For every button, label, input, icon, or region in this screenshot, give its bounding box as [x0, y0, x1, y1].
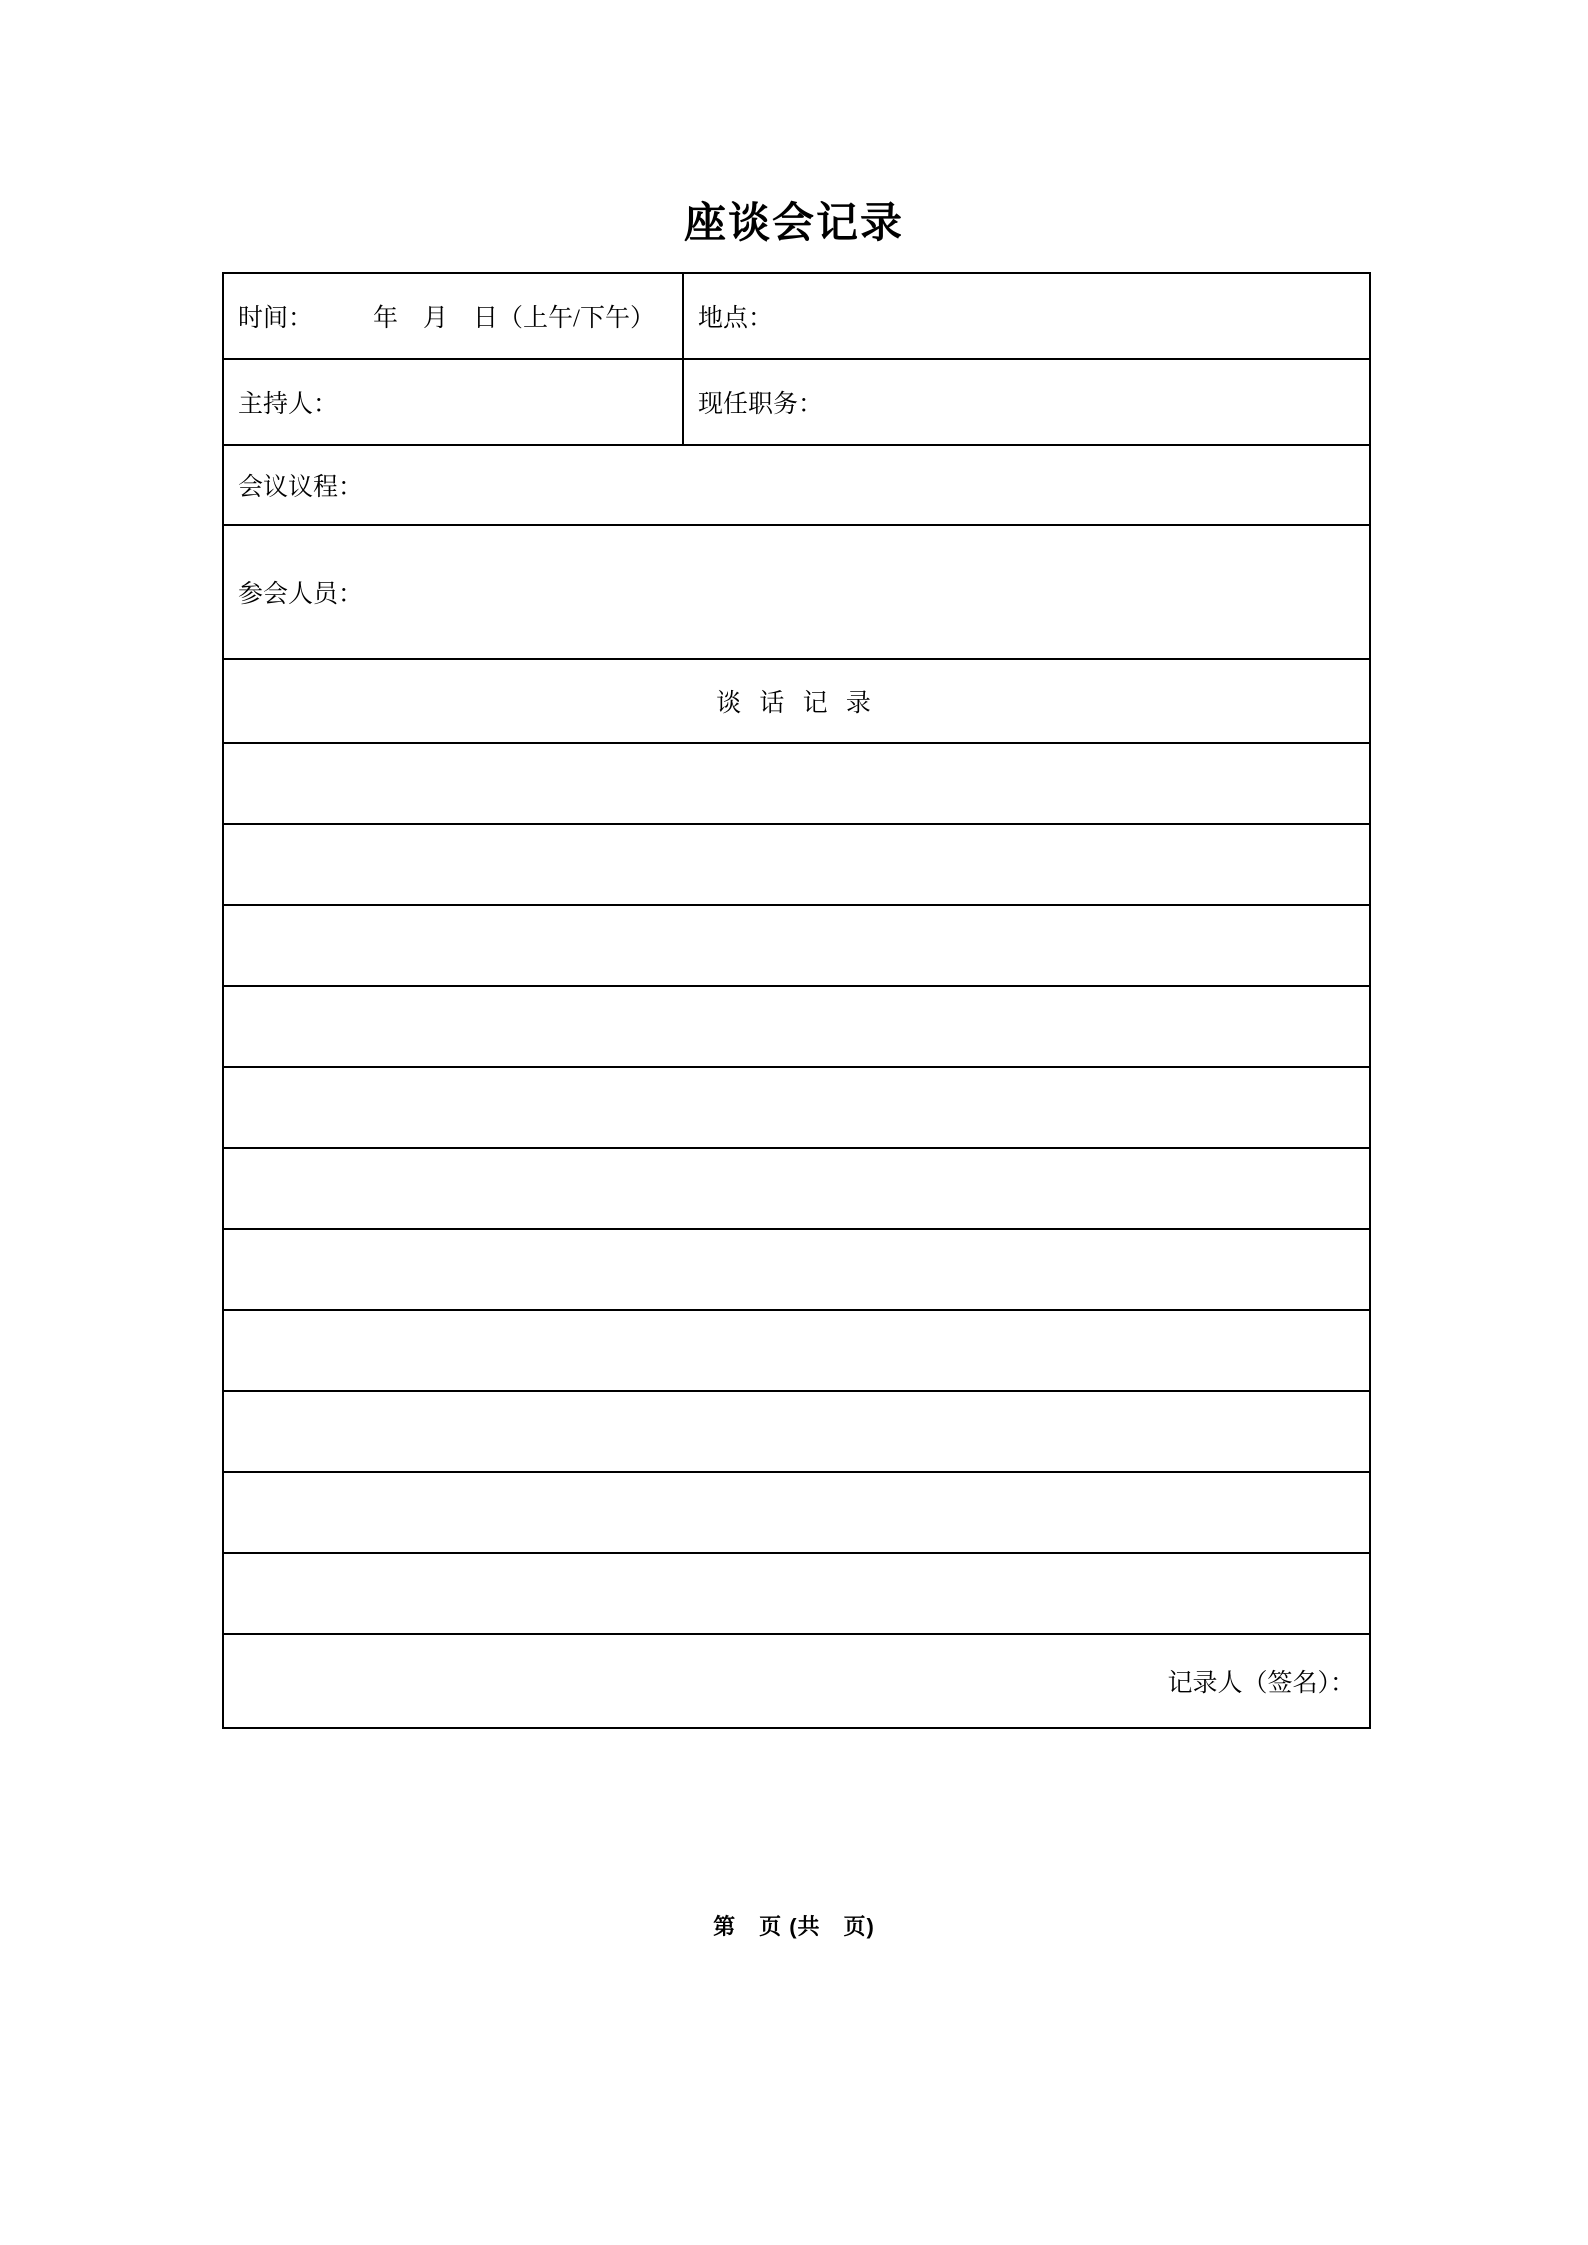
table-row-blank: [223, 1553, 1370, 1634]
table-row-blank: [223, 743, 1370, 824]
table-row-attendees: [223, 525, 1370, 659]
recorder-signature-cell: 记录人（签名）：: [223, 1634, 1370, 1728]
time-label: 时间：: [238, 305, 314, 332]
blank-record-line: [223, 1067, 1370, 1148]
table-row-time: [223, 273, 1370, 359]
table-row-agenda: [223, 445, 1370, 525]
attendees-label: 参会人员：: [238, 581, 364, 608]
blank-record-line: [223, 1472, 1370, 1553]
host-cell: [223, 359, 683, 445]
blank-record-line: [223, 1310, 1370, 1391]
place-label: 地点：: [698, 305, 774, 332]
position-label: 现任职务：: [698, 391, 824, 418]
blank-record-line: [223, 1391, 1370, 1472]
blank-record-line: [223, 905, 1370, 986]
page-title: 座谈会记录: [683, 199, 904, 246]
table-row-blank: [223, 986, 1370, 1067]
meeting-record-form: [222, 272, 1371, 1729]
blank-record-line: [223, 824, 1370, 905]
host-label: 主持人：: [238, 391, 339, 418]
table-row-blank: [223, 1310, 1370, 1391]
blank-record-line: [223, 743, 1370, 824]
blank-record-line: [223, 986, 1370, 1067]
table-row-signature: [223, 1634, 1370, 1728]
table-row-blank: [223, 1148, 1370, 1229]
position-cell: [683, 359, 1370, 445]
agenda-label: 会议议程：: [238, 474, 364, 501]
table-row-blank: [223, 1391, 1370, 1472]
agenda-cell: [223, 445, 1370, 525]
table-row-blank: [223, 1067, 1370, 1148]
place-cell: [683, 273, 1370, 359]
blank-record-line: [223, 1553, 1370, 1634]
table-row-blank: [223, 1472, 1370, 1553]
table-row-section-heading: [223, 659, 1370, 743]
table-row-blank: [223, 905, 1370, 986]
blank-record-line: [223, 1229, 1370, 1310]
page-footer: 第 页 (共 页): [713, 1914, 875, 1939]
table-row-blank: [223, 824, 1370, 905]
attendees-cell: [223, 525, 1370, 659]
table-row-blank: [223, 1229, 1370, 1310]
time-value: 年 月 日（上午/下午）: [373, 305, 655, 332]
record-section-heading: 谈 话 记 录: [223, 659, 1370, 743]
time-cell: [223, 273, 683, 359]
table-row-host: [223, 359, 1370, 445]
blank-record-line: [223, 1148, 1370, 1229]
